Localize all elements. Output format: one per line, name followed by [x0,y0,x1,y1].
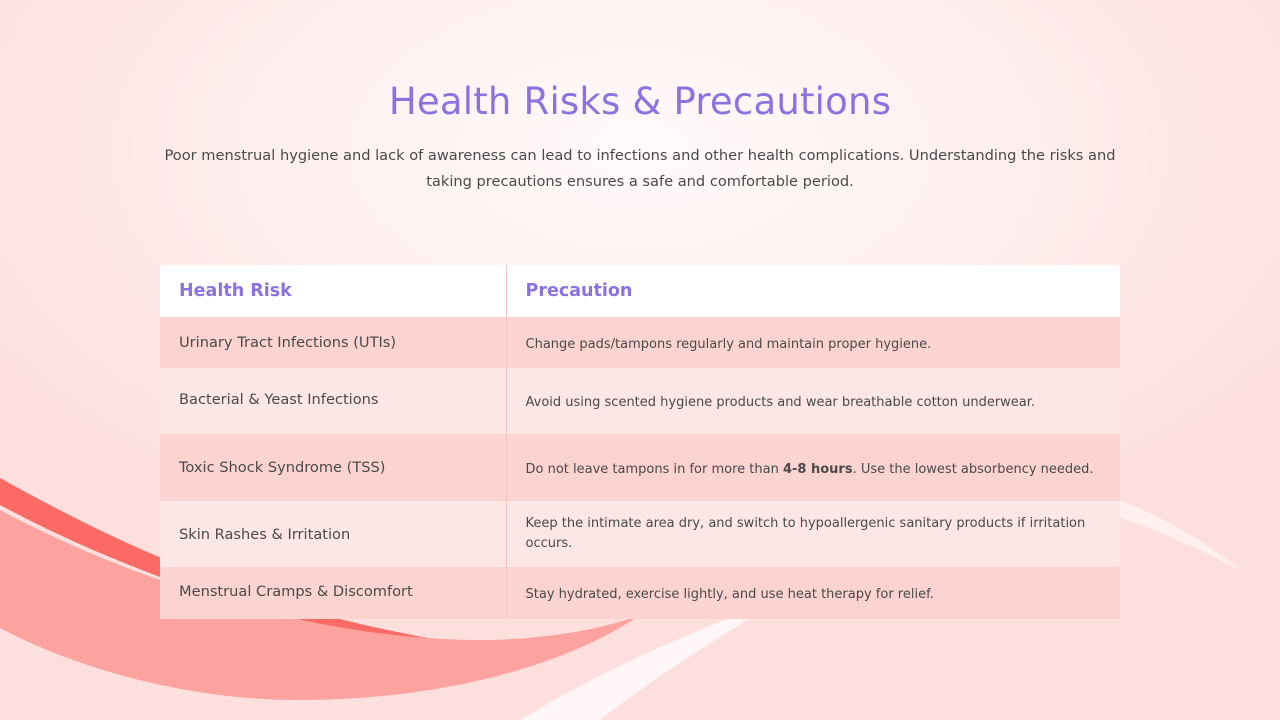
risk-cell: Urinary Tract Infections (UTIs) [160,317,506,368]
risk-cell: Toxic Shock Syndrome (TSS) [160,434,506,501]
page-title: Health Risks & Precautions [388,80,892,123]
precaution-cell: Change pads/tampons regularly and maintain proper hygiene. [506,317,1120,368]
header-precaution: Precaution [506,265,1120,317]
table-row [160,501,1120,567]
header-health-risk: Health Risk [160,265,506,317]
table-row [160,317,1120,368]
precaution-cell [506,434,1120,501]
risk-cell: Skin Rashes & Irritation [160,501,506,567]
precaution-cell: Avoid using scented hygiene products and wear breathable cotton underwear. [506,368,1120,434]
risk-cell: Menstrual Cramps & Discomfort [160,567,506,619]
table-row [160,434,1120,501]
precaution-text-after: . Use the lowest absorbency needed. [852,461,1094,477]
precaution-text-before: Do not leave tampons in for more than [525,461,783,477]
precaution-duration-highlight: 4-8 hours [782,461,853,477]
precaution-cell: Stay hydrated, exercise lightly, and use heat therapy for relief. [506,567,1120,619]
table-row [160,567,1120,619]
page-subtitle: Poor menstrual hygiene and lack of awareness can lead to infections and other health complications. Understanding the risks and taking precautions ensures a safe and comfortable period. [164,147,1116,190]
table-header-row [160,265,1120,317]
health-risk-table [160,265,1120,619]
table-row [160,368,1120,434]
precaution-cell: Keep the intimate area dry, and switch to hypoallergenic sanitary products if irritation occurs. [506,501,1120,567]
wave-soft-right [1120,500,1240,570]
risk-cell: Bacterial & Yeast Infections [160,368,506,434]
